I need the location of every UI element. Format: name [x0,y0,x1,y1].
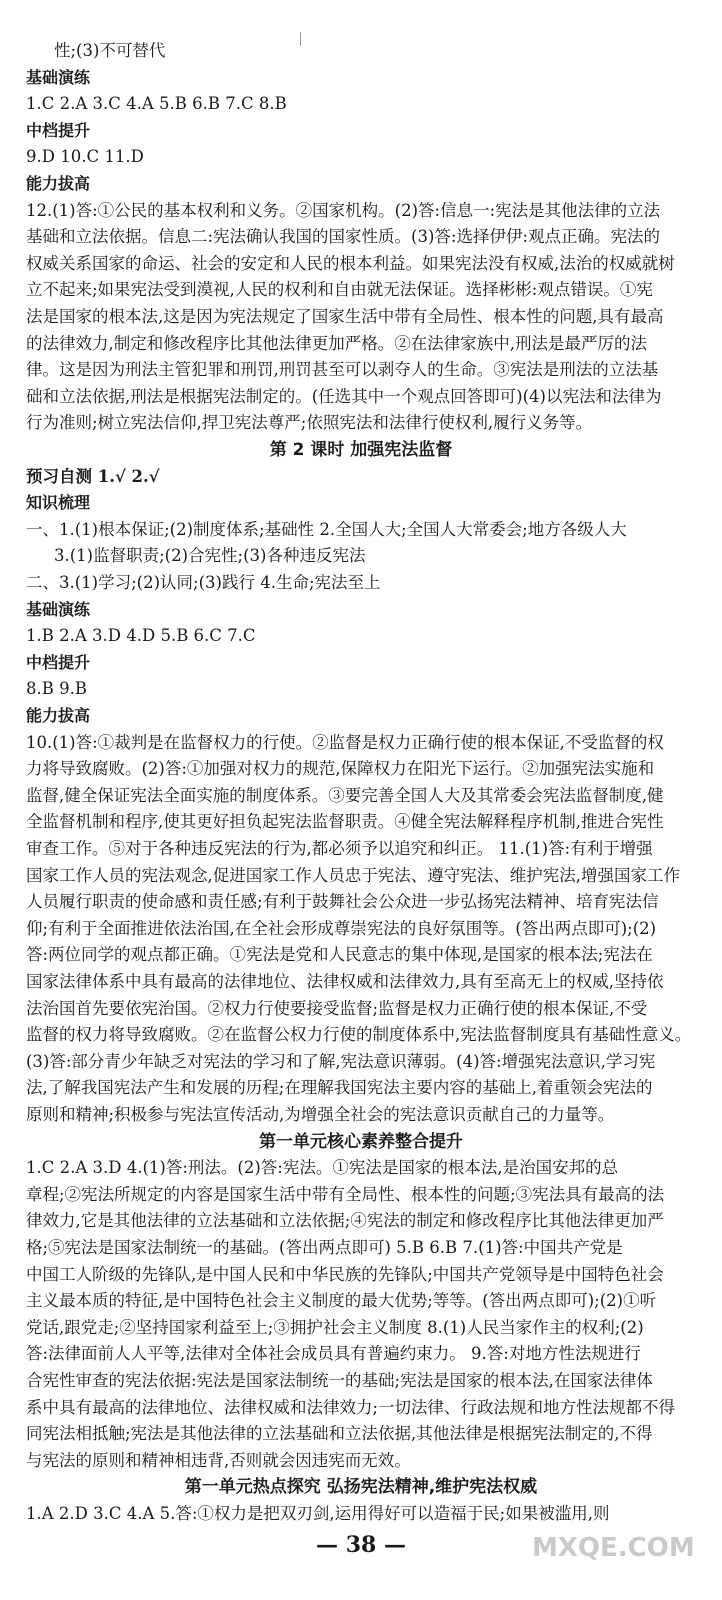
text-line: 格;⑤宪法是国家法制统一的基础。(答出两点即可) 5.B 6.B 7.(1)答:中国共产党是 [26,1238,623,1257]
text-line: 12.(1)答:①公民的基本权利和义务。②国家机构。(2)答:信息一:宪法是其他法律的立法 [26,200,661,220]
text-line: 性;(3)不可替代 [54,41,166,60]
text-line: 仰;有利于全面推进依法治国,在全社会形成尊崇宪法的良好氛围等。(答出两点即可);(2) [26,918,657,938]
text-line: 10.(1)答:①裁判是在监督权力的行使。②监督是权力正确行使的根本保证,不受监督的权 [26,732,664,752]
text-line: 律效力,它是其他法律的立法基础和立法依据;④宪法的制定和修改程序比其他法律更加严 [26,1211,664,1231]
text-line: 立不起来;如果宪法受到漠视,人民的权利和自由就无法保证。选择彬彬:观点错误。①宪 [26,280,653,300]
text-line: 1.A 2.D 3.C 4.A 5.答:①权力是把双刃剑,运用得好可以造福于民;如果被滥用,则 [26,1504,610,1523]
section-title: 第 2 课时 加强宪法监督 [269,440,453,460]
text-line: 监督的权力将导致腐败。②在监督公权力行使的制度体系中,宪法监督制度具有基础性意义。 [26,1025,692,1045]
text-line: 监督,健全保证宪法全面实施的制度体系。③要完善全国人大及其常委会宪法监督制度,健 [26,785,664,805]
text-line: 行为准则;树立宪法信仰,捍卫宪法尊严;依照宪法和法律行使权利,履行义务等。 [26,413,593,433]
text-line: 全监督机制和程序,使其更好担负起宪法监督职责。④健全宪法解释程序机制,推进合宪性 [26,812,664,832]
text-line: 原则和精神;积极参与宪法宣传活动,为增强全社会的宪法意识贡献自己的力量等。 [26,1105,615,1124]
section-heading: 知识梳理 [26,493,91,513]
watermark-logo: MXQE.COM [532,1532,695,1563]
section-heading: 基础演练 [26,599,91,619]
text-line: 二、3.(1)学习;(2)认同;(3)践行 4.生命;宪法至上 [26,573,381,592]
text-line: (3)答:部分青少年缺乏对宪法的学习和了解,宪法意识薄弱。(4)答:增强宪法意识,学习宪 [26,1051,656,1071]
section-heading: 基础演练 [26,67,91,87]
text-line: 8.B 9.B [26,679,87,699]
text-line: 础和立法依据,刑法是根据宪法制定的。(任选其中一个观点回答即可)(4)以宪法和法律为 [26,386,662,406]
text-line: 章程;②宪法所规定的内容是国家生活中带有全局性、根本性的问题;③宪法具有最高的法 [26,1184,665,1204]
text-line: 的法律效力,制定和修改程序比其他法律更加严格。②在法律家族中,刑法是最严厉的法 [26,333,647,353]
page-number: — 38 — [316,1531,406,1558]
text-line: 党话,跟党走;②坚持国家利益至上;③拥护社会主义制度 8.(1)人民当家作主的权利;(2) [26,1317,644,1337]
text-line: 9.D 10.C 11.D [26,147,144,167]
section-heading: 能力拔高 [26,174,91,193]
text-line: 法是国家的根本法,这是因为宪法规定了国家生活中带有全局性、根本性的问题,具有最高 [26,307,664,326]
text-line: 1.B 2.A 3.D 4.D 5.B 6.C 7.C [26,626,256,646]
text-line: 1.C 2.A 3.C 4.A 5.B 6.B 7.C 8.B [26,94,287,114]
text-line: 法治国首先要依宪治国。②权力行使要接受监督;监督是权力正确行使的根本保证,不受 [26,998,648,1018]
text-line: 国家工作人员的宪法观念,促进国家工作人员忠于宪法、遵守宪法、维护宪法,增强国家工作 [26,865,680,885]
section-heading: 中档提升 [26,652,91,672]
text-line: 法,了解我国宪法产生和发展的历程;在理解我国宪法主要内容的基础上,着重领会宪法的 [26,1078,653,1098]
text-line: 力将导致腐败。(2)答:①加强对权力的规范,保障权力在阳光下运行。②加强宪法实施和 [26,759,655,779]
text-line: 预习自测 1.√ 2.√ [26,466,160,486]
section-title: 第一单元热点探究 弘扬宪法精神,维护宪法权威 [184,1477,538,1498]
text-line: 律。这是因为刑法主管犯罪和刑罚,刑罚甚至可以剥夺人的生命。③宪法是刑法的立法基 [26,360,659,380]
text-line: 审查工作。⑤对于各种违反宪法的行为,都必须予以追究和纠正。 11.(1)答:有利于增强 [26,839,653,858]
text-line: 与宪法的原则和精神相违背,否则就会因违宪而无效。 [26,1450,411,1470]
section-heading: 中档提升 [26,120,91,140]
text-line: 系中具有最高的法律地位、法律权威和法律效力;一切法律、行政法规和地方性法规都不得 [26,1397,676,1417]
text-line: 国家法律体系中具有最高的法律地位、法律权威和法律效力,具有至高无上的权威,坚持依 [26,972,664,991]
text-line: 答:两位同学的观点都正确。①宪法是党和人民意志的集中体现,是国家的根本法;宪法在 [26,945,653,965]
section-title: 第一单元核心素养整合提升 [259,1131,463,1152]
text-line: 3.(1)监督职责;(2)合宪性;(3)各种违反宪法 [54,546,366,566]
text-line: 中国工人阶级的先锋队,是中国人民和中华民族的先锋队;中国共产党领导是中国特色社会 [26,1264,664,1284]
text-line: 答:法律面前人人平等,法律对全体社会成员具有普遍约束力。 9.答:对地方性法规进行 [26,1344,641,1364]
text-line: 权威关系国家的命运、社会的安定和人民的根本利益。如果宪法没有权威,法治的权威就树 [26,253,675,273]
text-line: 一、1.(1)根本保证;(2)制度体系;基础性 2.全国人大;全国人大常委会;地方各级人大 [26,519,627,539]
section-heading: 能力拔高 [26,706,91,725]
text-line: 主义最本质的特征,是中国特色社会主义制度的最大优势;等等。(答出两点即可);(2)①听 [26,1291,657,1311]
text-line: 人员履行职责的使命感和责任感;有利于鼓舞社会公众进一步弘扬宪法精神、培育宪法信 [26,892,659,912]
text-line: 1.C 2.A 3.D 4.(1)答:刑法。(2)答:宪法。①宪法是国家的根本法,是治国安邦的总 [26,1158,619,1178]
text-line: 合宪性审查的宪法依据:宪法是国家法制统一的基础;宪法是国家的根本法,在国家法律体 [26,1371,653,1390]
text-line: 基础和立法依据。信息二:宪法确认我国的国家性质。(3)答:选择伊伊:观点正确。宪法的 [26,227,661,247]
text-line: 同宪法相抵触;宪法是其他法律的立法基础和立法依据,其他法律是根据宪法制定的,不得 [26,1424,653,1444]
